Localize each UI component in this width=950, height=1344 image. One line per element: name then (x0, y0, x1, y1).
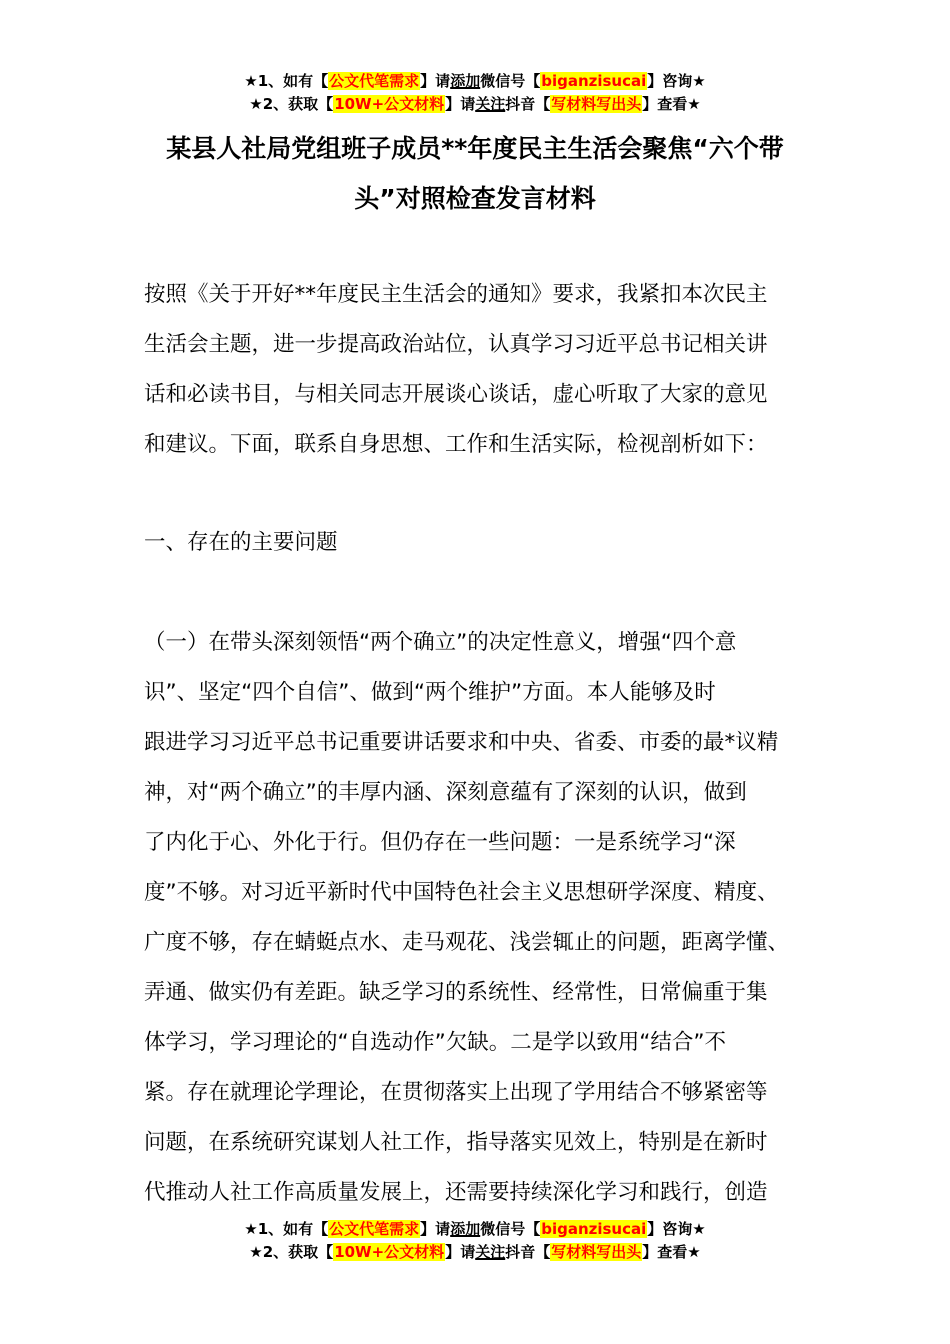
promo-underlined: 关注 (475, 95, 506, 113)
text-line: 广度不够，存在蜻蜓点水、走马观花、浅尝辄止的问题，距离学懂、 (144, 930, 790, 955)
text-line: 话和必读书目，与相关同志开展谈心谈话，虚心听取了大家的意见 (144, 382, 768, 407)
promo-highlight: 10W+公文材料 (334, 95, 445, 113)
promo-highlight: biganzisucai (541, 1220, 647, 1238)
promo-footer (0, 1218, 950, 1264)
promo-text: 】请 (420, 1220, 451, 1238)
text-line: 神，对“两个确立”的丰厚内涵、深刻意蕴有了深刻的认识，做到 (144, 780, 747, 805)
promo-text: 】咨询★ (647, 1220, 706, 1238)
promo-underlined: 关注 (475, 1243, 506, 1261)
promo-line-1 (0, 1218, 950, 1241)
promo-text: 】请 (445, 1243, 476, 1261)
text-line: 生活会主题，进一步提高政治站位，认真学习习近平总书记相关讲 (144, 332, 768, 357)
text-line: 度”不够。对习近平新时代中国特色社会主义思想研学深度、精度、 (144, 880, 779, 905)
text-line: 体学习，学习理论的“自选动作”欠缺。二是学以致用“结合”不 (144, 1030, 727, 1055)
promo-text: 抖音【 (505, 95, 551, 113)
text-line: 弄通、做实仍有差距。缺乏学习的系统性、经常性，日常偏重于集 (144, 980, 768, 1005)
promo-line-2 (0, 93, 950, 116)
promo-highlight: 10W+公文材料 (334, 1243, 445, 1261)
promo-text: ★1、如有【 (244, 1220, 329, 1238)
promo-text: 抖音【 (505, 1243, 551, 1261)
promo-underlined: 添加 (450, 72, 481, 90)
promo-text: 微信号【 (480, 72, 541, 90)
promo-text: ★1、如有【 (244, 72, 329, 90)
text-line: 和建议。下面，联系自身思想、工作和生活实际，检视剖析如下： (144, 432, 768, 457)
text-line: 跟进学习习近平总书记重要讲话要求和中央、省委、市委的最*议精 (144, 730, 779, 755)
promo-highlight: 公文代笔需求 (329, 72, 420, 90)
promo-text: 微信号【 (480, 1220, 541, 1238)
promo-line-2 (0, 1241, 950, 1264)
promo-text: ★2、获取【 (249, 95, 334, 113)
promo-underlined: 添加 (450, 1220, 481, 1238)
promo-text: 】请 (445, 95, 476, 113)
text-line: 按照《关于开好**年度民主生活会的通知》要求，我紧扣本次民主 (144, 282, 768, 307)
promo-highlight: biganzisucai (541, 72, 647, 90)
promo-header (0, 70, 950, 116)
title-line: 某县人社局党组班子成员**年度民主生活会聚焦“六个带 (166, 134, 784, 163)
promo-text: 】请 (420, 72, 451, 90)
text-line: 了内化于心、外化于行。但仍存在一些问题：一是系统学习“深 (144, 830, 736, 855)
section-heading (144, 518, 824, 568)
promo-text: 】查看★ (642, 1243, 701, 1261)
text-line: 识”、坚定“四个自信”、做到“两个维护”方面。本人能够及时 (144, 680, 716, 705)
promo-text: 】咨询★ (647, 72, 706, 90)
promo-highlight: 写材料写出头 (551, 95, 642, 113)
promo-highlight: 写材料写出头 (551, 1243, 642, 1261)
text-line: 紧。存在就理论学理论，在贯彻落实上出现了学用结合不够紧密等 (144, 1080, 768, 1105)
promo-text: 】查看★ (642, 95, 701, 113)
text-line: 问题，在系统研究谋划人社工作，指导落实见效上，特别是在新时 (144, 1130, 768, 1155)
title-line: 头”对照检查发言材料 (354, 184, 596, 213)
section-paragraph (144, 618, 824, 1218)
section-heading-text: 一、存在的主要问题 (144, 530, 338, 555)
promo-line-1 (0, 70, 950, 93)
promo-highlight: 公文代笔需求 (329, 1220, 420, 1238)
promo-text: ★2、获取【 (249, 1243, 334, 1261)
text-line: （一）在带头深刻领悟“两个确立”的决定性意义，增强“四个意 (144, 630, 737, 655)
text-line: 代推动人社工作高质量发展上，还需要持续深化学习和践行，创造 (144, 1180, 768, 1205)
document-title (110, 124, 840, 224)
intro-paragraph (144, 270, 824, 470)
